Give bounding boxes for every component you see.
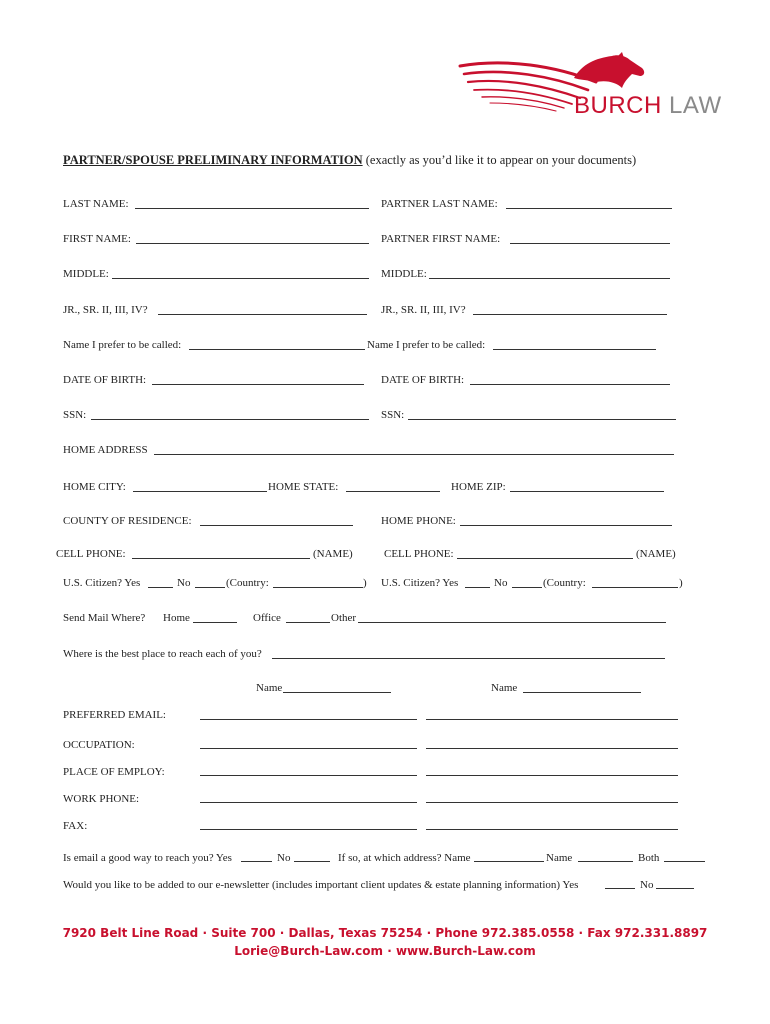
name-col-1-label: Name <box>256 682 283 694</box>
partner-last-name-label: PARTNER LAST NAME: <box>381 198 498 210</box>
brand-suffix: LAW <box>669 92 722 119</box>
home-zip-label: HOME ZIP: <box>451 481 506 493</box>
fax-field-1[interactable] <box>200 829 417 830</box>
last-name-label: LAST NAME: <box>63 198 129 210</box>
cell-name-label: (NAME) <box>313 548 353 560</box>
home-phone-field[interactable] <box>460 525 672 526</box>
form-title-bold: PARTNER/SPOUSE PRELIMINARY INFORMATION <box>63 153 363 167</box>
partner-first-name-field[interactable] <box>510 243 670 244</box>
brand-logo-text <box>574 92 722 120</box>
email-both-label: Both <box>638 852 660 864</box>
partner-middle-label: MIDDLE: <box>381 268 427 280</box>
mail-office-field[interactable] <box>286 622 330 623</box>
citizen-country-label: (Country: <box>226 577 269 589</box>
preferred-email-field-1[interactable] <box>200 719 417 720</box>
email-which-label: If so, at which address? Name <box>338 852 471 864</box>
email-both-field[interactable] <box>664 861 705 862</box>
ssn-field[interactable] <box>91 419 369 420</box>
email-name-1-field[interactable] <box>474 861 544 862</box>
partner-preferred-name-label: Name I prefer to be called: <box>367 339 486 351</box>
preferred-name-field[interactable] <box>189 349 365 350</box>
first-name-field[interactable] <box>136 243 369 244</box>
home-city-field[interactable] <box>133 491 267 492</box>
work-phone-field-2[interactable] <box>426 802 678 803</box>
suffix-field[interactable] <box>158 314 367 315</box>
partner-suffix-label: JR., SR. II, III, IV? <box>381 304 466 316</box>
email-question-label: Is email a good way to reach you? Yes <box>63 852 232 864</box>
last-name-field[interactable] <box>135 208 369 209</box>
partner-cell-phone-label: CELL PHONE: <box>384 548 454 560</box>
email-no-field[interactable] <box>294 861 330 862</box>
send-mail-label: Send Mail Where? <box>63 612 146 624</box>
email-no-label: No <box>277 852 291 864</box>
partner-citizen-country-field[interactable] <box>592 587 678 588</box>
citizen-label: U.S. Citizen? Yes <box>63 577 141 589</box>
citizen-close-paren: ) <box>363 577 367 589</box>
best-place-label: Where is the best place to reach each of you? <box>63 648 262 660</box>
home-state-label: HOME STATE: <box>268 481 339 493</box>
partner-cell-name-label: (NAME) <box>636 548 676 560</box>
place-of-employ-field-2[interactable] <box>426 775 678 776</box>
fax-label: FAX: <box>63 820 88 832</box>
citizen-no-label: No <box>177 577 191 589</box>
home-phone-label: HOME PHONE: <box>381 515 456 527</box>
citizen-country-field[interactable] <box>273 587 363 588</box>
preferred-name-label: Name I prefer to be called: <box>63 339 182 351</box>
newsletter-no-field[interactable] <box>656 888 694 889</box>
partner-citizen-no-label: No <box>494 577 508 589</box>
cell-phone-field[interactable] <box>132 558 310 559</box>
occupation-field-2[interactable] <box>426 748 678 749</box>
home-zip-field[interactable] <box>510 491 664 492</box>
partner-citizen-yes-field[interactable] <box>465 587 490 588</box>
partner-suffix-field[interactable] <box>473 314 667 315</box>
place-of-employ-label: PLACE OF EMPLOY: <box>63 766 165 778</box>
partner-cell-phone-field[interactable] <box>457 558 633 559</box>
middle-field[interactable] <box>112 278 369 279</box>
work-phone-field-1[interactable] <box>200 802 417 803</box>
home-state-field[interactable] <box>346 491 440 492</box>
partner-ssn-label: SSN: <box>381 409 405 421</box>
newsletter-no-label: No <box>640 879 654 891</box>
county-label: COUNTY OF RESIDENCE: <box>63 515 192 527</box>
name-col-2-label: Name <box>491 682 518 694</box>
work-phone-label: WORK PHONE: <box>63 793 140 805</box>
home-address-field[interactable] <box>154 454 674 455</box>
preferred-email-label: PREFERRED EMAIL: <box>63 709 166 721</box>
mail-other-field[interactable] <box>358 622 666 623</box>
home-address-label: HOME ADDRESS <box>63 444 148 456</box>
partner-dob-label: DATE OF BIRTH: <box>381 374 465 386</box>
partner-citizen-no-field[interactable] <box>512 587 542 588</box>
home-city-label: HOME CITY: <box>63 481 126 493</box>
partner-citizen-country-label: (Country: <box>543 577 586 589</box>
first-name-label: FIRST NAME: <box>63 233 131 245</box>
suffix-label: JR., SR. II, III, IV? <box>63 304 148 316</box>
email-name-2-field[interactable] <box>578 861 633 862</box>
county-field[interactable] <box>200 525 353 526</box>
email-yes-field[interactable] <box>241 861 272 862</box>
mail-home-field[interactable] <box>193 622 237 623</box>
mail-other-label: Other <box>331 612 357 624</box>
partner-middle-field[interactable] <box>429 278 670 279</box>
partner-first-name-label: PARTNER FIRST NAME: <box>381 233 501 245</box>
place-of-employ-field-1[interactable] <box>200 775 417 776</box>
newsletter-yes-field[interactable] <box>605 888 635 889</box>
occupation-label: OCCUPATION: <box>63 739 135 751</box>
citizen-yes-field[interactable] <box>148 587 173 588</box>
name-col-1-field[interactable] <box>283 692 391 693</box>
partner-last-name-field[interactable] <box>506 208 672 209</box>
footer-contact: Lorie@Burch-Law.com · www.Burch-Law.com <box>234 944 536 958</box>
brand-name: BURCH <box>574 92 662 119</box>
email-name-2-label: Name <box>546 852 573 864</box>
mail-office-label: Office <box>253 612 281 624</box>
form-title <box>63 153 636 168</box>
partner-citizen-label: U.S. Citizen? Yes <box>381 577 459 589</box>
ssn-label: SSN: <box>63 409 87 421</box>
middle-label: MIDDLE: <box>63 268 109 280</box>
name-col-2-field[interactable] <box>523 692 641 693</box>
partner-dob-field[interactable] <box>470 384 670 385</box>
partner-ssn-field[interactable] <box>408 419 676 420</box>
partner-citizen-close-paren: ) <box>679 577 683 589</box>
dob-label: DATE OF BIRTH: <box>63 374 147 386</box>
newsletter-question-label: Would you like to be added to our e-newsletter (includes important client updates & estate planning information) Yes <box>63 879 579 891</box>
citizen-no-field[interactable] <box>195 587 225 588</box>
partner-preferred-name-field[interactable] <box>493 349 656 350</box>
form-title-note: (exactly as you’d like it to appear on your documents) <box>362 153 637 167</box>
best-place-field[interactable] <box>272 658 665 659</box>
fax-field-2[interactable] <box>426 829 678 830</box>
footer-address: 7920 Belt Line Road · Suite 700 · Dallas, Texas 75254 · Phone 972.385.0558 · Fax 972.331.8897 <box>62 926 708 940</box>
preferred-email-field-2[interactable] <box>426 719 678 720</box>
dob-field[interactable] <box>152 384 364 385</box>
mail-home-label: Home <box>163 612 190 624</box>
cell-phone-label: CELL PHONE: <box>56 548 126 560</box>
occupation-field-1[interactable] <box>200 748 417 749</box>
